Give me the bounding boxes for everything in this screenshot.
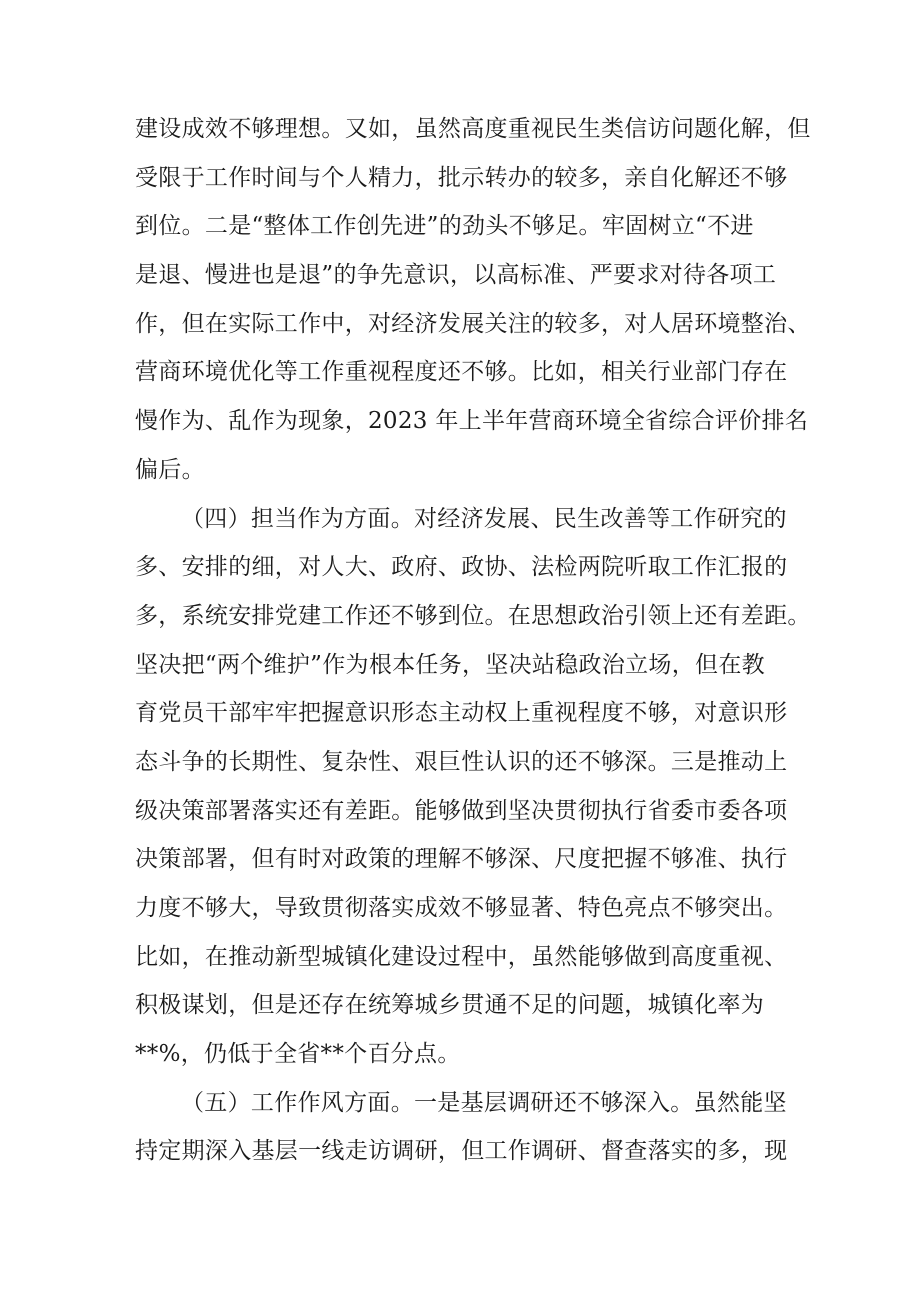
text-line: 多、安排的细，对人大、政府、政协、法检两院听取工作汇报的: [135, 554, 788, 581]
text-line: 慢作为、乱作为现象，2023 年上半年营商环境全省综合评价排名: [135, 408, 809, 435]
text-line: **%，仍低于全省**个百分点。: [135, 1041, 461, 1068]
text-line: 建设成效不够理想。又如，虽然高度重视民生类信访问题化解，但: [135, 116, 811, 142]
text-line: 态斗争的长期性、复杂性、艰巨性认识的还不够深。三是推动上: [135, 748, 788, 775]
paragraph-start-line: （五）工作作风方面。一是基层调研还不够深入。虽然能坚: [181, 1089, 787, 1116]
text-line: 决策部署，但有时对政策的理解不够深、尺度把握不够准、执行: [135, 846, 788, 873]
paragraph-start-line: （四）担当作为方面。对经济发展、民生改善等工作研究的: [181, 505, 787, 532]
text-line: 比如，在推动新型城镇化建设过程中，虽然能够做到高度重视、: [135, 943, 788, 970]
text-line: 到位。二是“整体工作创先进”的劲头不够足。牢固树立“不进: [135, 213, 754, 240]
text-line: 坚决把“两个维护”作为根本任务，坚决站稳政治立场，但在教: [135, 651, 765, 678]
text-line: 持定期深入基层一线走访调研，但工作调研、督查落实的多，现: [135, 1138, 788, 1165]
text-line: 育党员干部牢牢把握意识形态主动权上重视程度不够，对意识形: [135, 700, 788, 727]
text-line: 受限于工作时间与个人精力，批示转办的较多，亲自化解还不够: [135, 164, 788, 191]
text-line: 营商环境优化等工作重视程度还不够。比如，相关行业部门存在: [135, 359, 788, 386]
text-line: 积极谋划，但是还存在统筹城乡贯通不足的问题，城镇化率为: [135, 992, 765, 1019]
text-line: 作，但在实际工作中，对经济发展关注的较多，对人居环境整治、: [135, 310, 811, 337]
text-line: 多，系统安排党建工作还不够到位。在思想政治引领上还有差距。: [135, 602, 811, 629]
text-line: 是退、慢进也是退”的争先意识，以高标准、严要求对待各项工: [135, 262, 777, 289]
text-line: 力度不够大，导致贯彻落实成效不够显著、特色亮点不够突出。: [135, 895, 788, 921]
body-text: [135, 105, 811, 1176]
text-line: 级决策部署落实还有差距。能够做到坚决贯彻执行省委市委各项: [135, 797, 788, 824]
text-line: 偏后。: [135, 456, 205, 483]
